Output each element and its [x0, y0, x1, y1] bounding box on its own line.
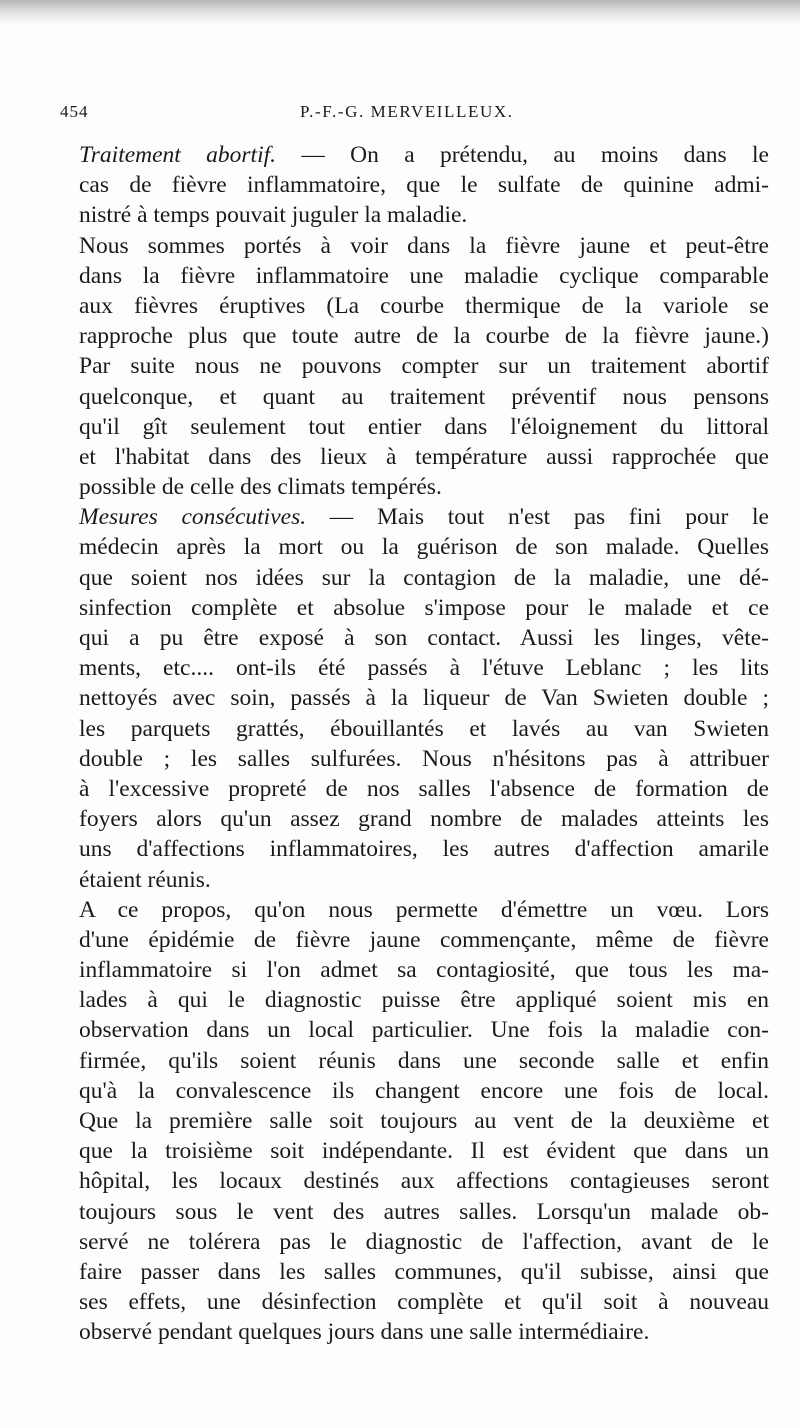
text-line: Mesures consécutives. — Mais tout n'est pas fini pour le — [79, 504, 769, 531]
body-text — [79, 140, 769, 1348]
text-line: toujours sous le vent des autres salles. Lorsqu'un malade ob- — [79, 1198, 769, 1225]
text-line: les parquets grattés, ébouillantés et lavés au van Swieten — [79, 715, 769, 742]
text-line: qu'il gît seulement tout entier dans l'éloignement du littoral — [79, 413, 769, 440]
text-line: firmée, qu'ils soient réunis dans une seconde salle et enfin — [79, 1047, 769, 1074]
text-line: cas de fièvre inflammatoire, que le sulfate de quinine admi- — [79, 172, 769, 199]
paragraph — [79, 231, 769, 503]
text-line: à l'excessive propreté de nos salles l'absence de formation de — [79, 775, 769, 802]
paragraph — [79, 895, 769, 1348]
text-line: foyers alors qu'un assez grand nombre de malades atteints les — [79, 806, 769, 833]
paragraph — [79, 502, 769, 894]
text-line: Par suite nous ne pouvons compter sur un traitement abortif — [79, 353, 769, 380]
text-line: lades à qui le diagnostic puisse être appliqué soient mis en — [79, 987, 769, 1014]
text-line: qui a pu être exposé à son contact. Aussi les linges, vête- — [79, 625, 769, 651]
text-line: ses effets, une désinfection complète et qu'il soit à nouveau — [79, 1289, 769, 1316]
text-line: médecin après la mort ou la guérison de son malade. Quelles — [79, 534, 769, 561]
text-line: Que la première salle soit toujours au vent de la deuxième et — [79, 1108, 769, 1134]
text-line: d'une épidémie de fièvre jaune commençante, même de fièvre — [79, 926, 769, 953]
section-heading: Traitement abortif. — [79, 142, 277, 168]
text-line: faire passer dans les salles communes, qu'il subisse, ainsi que — [79, 1258, 769, 1285]
running-header — [60, 102, 766, 126]
text-line: Nous sommes portés à voir dans la fièvre jaune et peut-être — [79, 232, 769, 259]
text-line: ments, etc.... ont-ils été passés à l'étuve Leblanc ; les lits — [79, 655, 769, 682]
text-line: et l'habitat dans des lieux à température aussi rapprochée que — [79, 443, 769, 470]
text-line: nistré à temps pouvait juguler la maladie. — [79, 202, 468, 229]
section-heading: Mesures consécutives. — [79, 504, 307, 531]
text-line: uns d'affections inflammatoires, les autres d'affection amarile — [79, 836, 769, 863]
text-line: A ce propos, qu'on nous permette d'émettre un vœu. Lors — [79, 896, 769, 923]
text-line: rapproche plus que toute autre de la courbe de la fièvre jaune.) — [79, 323, 769, 350]
text-line: que la troisième soit indépendante. Il est évident que dans un — [79, 1138, 769, 1165]
paragraph — [79, 140, 769, 231]
text-line: nettoyés avec soin, passés à la liqueur de Van Swieten double ; — [79, 685, 769, 712]
text-line: observation dans un local particulier. Une fois la maladie con- — [79, 1017, 769, 1044]
text-line: qu'à la convalescence ils changent encore une fois de local. — [79, 1077, 769, 1104]
text-line: possible de celle des climats tempérés. — [79, 474, 442, 501]
header-author: P.-F.-G. MERVEILLEUX. — [300, 102, 514, 121]
text-line: double ; les salles sulfurées. Nous n'hésitons pas à attribuer — [79, 745, 769, 772]
text-line: inflammatoire si l'on admet sa contagiosité, que tous les ma- — [79, 957, 769, 984]
scan-edge-shadow — [0, 0, 800, 26]
text-line: Traitement abortif. — On a prétendu, au moins dans le — [79, 142, 769, 168]
text-line: servé ne tolérera pas le diagnostic de l'affection, avant de le — [79, 1228, 769, 1255]
text-line: sinfection complète et absolue s'impose pour le malade et ce — [79, 594, 769, 621]
text-line: dans la fièvre inflammatoire une maladie cyclique comparable — [79, 262, 769, 289]
text-line: hôpital, les locaux destinés aux affections contagieuses seront — [79, 1168, 769, 1195]
text-line: observé pendant quelques jours dans une salle intermédiaire. — [79, 1319, 650, 1346]
text-line: étaient réunis. — [79, 866, 211, 893]
text-line: quelconque, et quant au traitement préventif nous pensons — [79, 383, 769, 410]
text-line: aux fièvres éruptives (La courbe thermique de la variole se — [79, 292, 769, 319]
text-line: que soient nos idées sur la contagion de la maladie, une dé- — [79, 564, 769, 591]
page-number: 454 — [60, 102, 89, 121]
